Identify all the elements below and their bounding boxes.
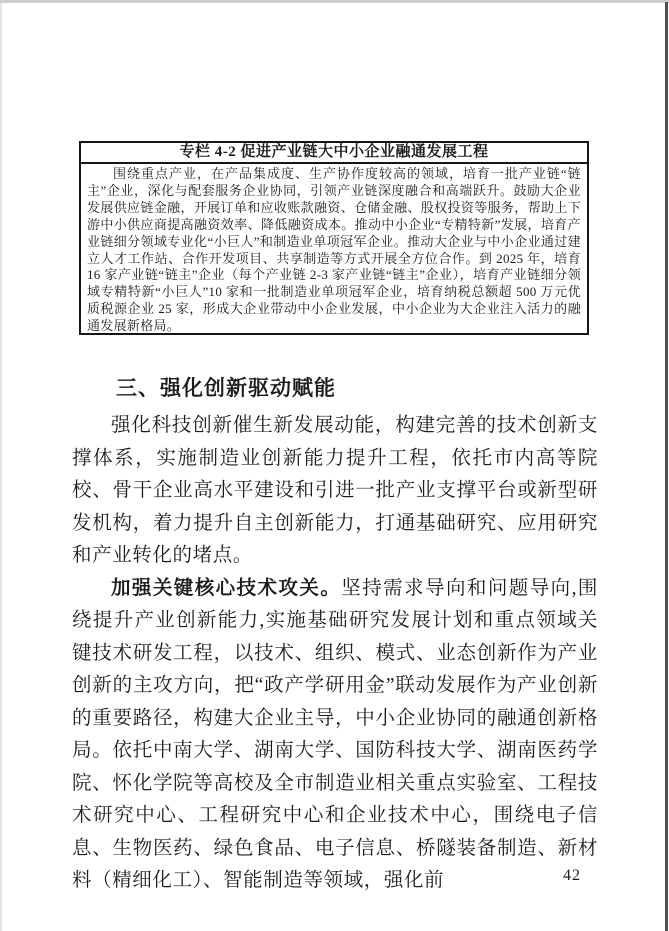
scan-edge-right: [665, 2, 668, 931]
paragraph-key-technology: [72, 573, 598, 898]
section-heading: 三、强化创新驱动赋能: [116, 376, 336, 400]
paragraph-innovation-support: 强化科技创新催生新发展动能，构建完善的技术创新支撑体系，实施制造业创新能力提升工程，依托市内高等院校、骨干企业高水平建设和引进一批产业支撑平台或新型研发机构，着力提升自主创新能力，打通基础研究、应用研究和产业转化的堵点。: [72, 415, 598, 566]
callout-box-4-2: [79, 141, 589, 335]
callout-box-title: 专栏 4-2 促进产业链大中小企业融通发展工程: [81, 143, 587, 164]
callout-box-body: 围绕重点产业，在产品集成度、生产协作度较高的领域，培育一批产业链“链主”企业，深化与配套服务企业协同，引领产业链深度融合和高端跃升。鼓励大企业发展供应链金融，开展订单和应收账款融资、仓储金融、股权投资等服务，帮助上下游中小供应商提高融资效率、降低融资成本。推动中小企业“专精特新”发展，培育产业链细分领域专业化“小巨人”和制造业单项冠军企业。推动大企业与中小企业通过建立人才工作站、合作开发项目、共享制造等方式开展全方位合作。到 2025 年，培育 16 家产业链“链主”企业（每个产业链 2-3 家产业链“链主”企业），培育产业链细分领域专精特新“小巨人”10 家和一批制造业单项冠军企业，培育纳税总额超 500 万元优质税源企业 25 家，形成大企业带动中小企业发展，中小企业为大企业注入活力的融通发展新格局。: [87, 166, 581, 334]
main-text-block: [72, 372, 598, 898]
paragraph-lead-bold: 加强关键核心技术攻关。: [111, 577, 342, 599]
paragraph-body-text: 坚持需求导向和问题导向,围绕提升产业创新能力,实施基础研究发展计划和重点领域关键技术研发工程，以技术、组织、模式、业态创新作为产业创新的主攻方向，把“政产学研用金”联动发展作为产业创新的重要路径，构建大企业主导，中小企业协同的融通创新格局。依托中南大学、湖南大学、国防科技大学、湖南医药学院、怀化学院等高校及全市制造业相关重点实验室、工程技术研究中心、工程研究中心和企业技术中心，围绕电子信息、生物医药、绿色食品、电子信息、桥隧装备制造、新材料（精细化工）、智能制造等领域，强化前: [72, 577, 598, 891]
page-number: 42: [563, 867, 581, 884]
scan-edge-left: [0, 3, 2, 931]
scan-edge-top: [0, 0, 669, 3]
